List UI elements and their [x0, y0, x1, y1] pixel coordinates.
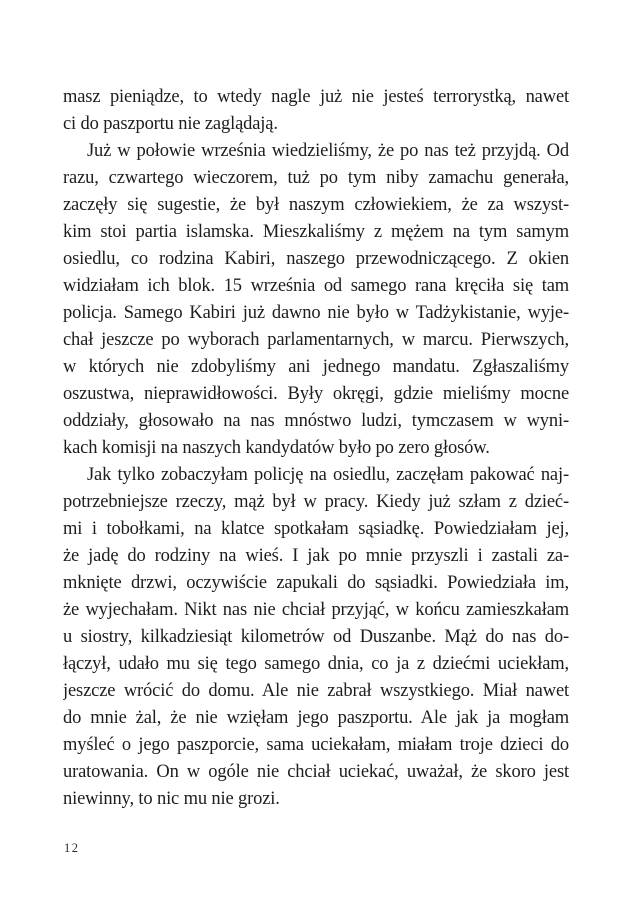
text-line: masz pieniądze, to wtedy nagle już nie jesteś terrorystką, nawet	[63, 87, 569, 107]
text-line: niewinny, to nic mu nie grozi.	[63, 789, 280, 809]
text-line: chał jeszcze po wyborach parlamentarnych, w marcu. Pierwszych,	[63, 330, 569, 350]
text-line: łączył, udało mu się tego samego dnia, co ja z dziećmi uciekłam,	[63, 654, 569, 674]
text-line: potrzebniejsze rzeczy, mąż był w pracy. Kiedy już szłam z dzieć-	[63, 492, 569, 512]
text-line: widziałam ich blok. 15 września od samego rana kręciła się tam	[63, 276, 569, 296]
text-line: oszustwa, nieprawidłowości. Były okręgi, gdzie mieliśmy mocne	[63, 384, 569, 404]
text-line: oddziały, głosowało na nas mnóstwo ludzi, tymczasem w wyni-	[63, 411, 569, 431]
text-line: u siostry, kilkadziesiąt kilometrów od Duszanbe. Mąż do nas do-	[63, 627, 569, 647]
paragraph	[63, 84, 569, 138]
text-line: razu, czwartego wieczorem, tuż po tym niby zamachu generała,	[63, 168, 569, 188]
text-line: myśleć o jego paszporcie, sama uciekałam, miałam troje dzieci do	[63, 735, 569, 755]
text-line: Jak tylko zobaczyłam policję na osiedlu, zaczęłam pakować naj-	[87, 465, 569, 485]
text-line: mi i tobołkami, na klatce spotkałam sąsiadkę. Powiedziałam jej,	[63, 519, 569, 539]
text-line: uratowania. On w ogóle nie chciał uciekać, uważał, że skoro jest	[63, 762, 569, 782]
text-block	[63, 84, 569, 813]
text-line: w których nie zdobyliśmy ani jednego mandatu. Zgłaszaliśmy	[63, 357, 569, 377]
text-line: policja. Samego Kabiri już dawno nie było w Tadżykistanie, wyje-	[63, 303, 569, 323]
text-line: ci do paszportu nie zaglądają.	[63, 114, 278, 134]
text-line: że jadę do rodziny na wieś. I jak po mnie przyszli i zastali za-	[63, 546, 569, 566]
page-number: 12	[64, 841, 80, 855]
paragraph	[63, 138, 569, 462]
paragraph	[63, 462, 569, 813]
text-line: mknięte drzwi, oczywiście zapukali do sąsiadki. Powiedziała im,	[63, 573, 569, 593]
text-line: że wyjechałam. Nikt nas nie chciał przyjąć, w końcu zamieszkałam	[63, 600, 569, 620]
text-line: jeszcze wrócić do domu. Ale nie zabrał wszystkiego. Miał nawet	[63, 681, 569, 701]
text-line: Już w połowie września wiedzieliśmy, że po nas też przyjdą. Od	[87, 141, 569, 161]
text-line: osiedlu, co rodzina Kabiri, naszego przewodniczącego. Z okien	[63, 249, 569, 269]
text-line: zaczęły się sugestie, że był naszym człowiekiem, że za wszyst-	[63, 195, 569, 215]
text-line: kach komisji na naszych kandydatów było po zero głosów.	[63, 438, 490, 458]
text-line: kim stoi partia islamska. Mieszkaliśmy z mężem na tym samym	[63, 222, 569, 242]
text-line: do mnie żal, że nie wzięłam jego paszportu. Ale jak ja mogłam	[63, 708, 569, 728]
